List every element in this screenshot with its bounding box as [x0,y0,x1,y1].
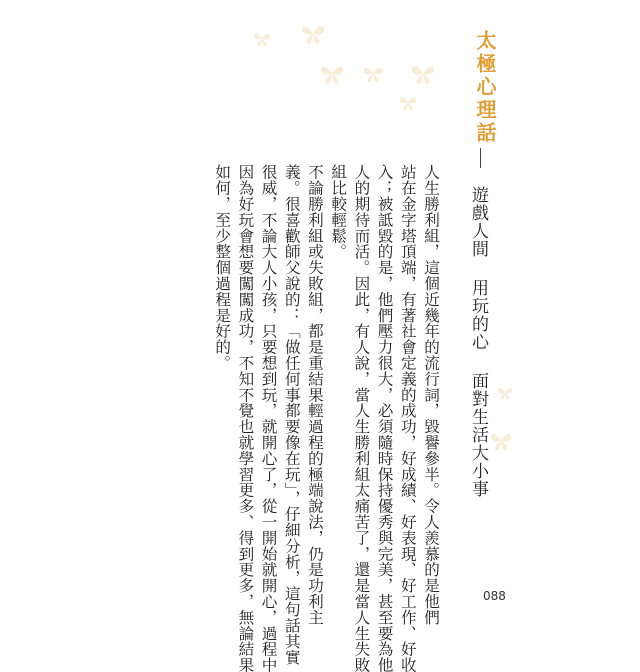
body-text [199,148,442,672]
butterfly-icon [362,64,384,84]
text-line: 組比較輕鬆。 [329,163,348,259]
paragraph-1 [326,148,442,672]
butterfly-icon [318,62,346,86]
text-line: 人的期待而活。因此，有人說，當人生勝利組太痛苦了，還是當人生失敗 [352,163,371,672]
paragraph-2 [210,148,326,672]
text-line: 因為好玩會想要闖闖成功，不知不覺也就學習更多、得到更多，無論結果 [236,163,255,672]
series-title: 太極心理話 [473,30,497,145]
text-line: 義。很喜歡師父說的：「做任何事都要像在玩」，仔細分析，這句話其實 [282,163,301,665]
butterfly-icon [252,30,272,48]
butterfly-icon [300,22,326,46]
butterfly-icon [489,430,513,452]
text-line: 如何，至少整個過程是好的。 [213,163,232,371]
text-line: 很威，不論大人小孩，只要想到玩，就開心了，從一開始就開心，過程中 [259,163,278,672]
butterfly-icon [496,385,514,401]
butterfly-icon [398,94,418,112]
text-line: 入；被詆毀的是，他們壓力很大，必須隨時保持優秀與完美，甚至要為他 [375,163,394,672]
chapter-title: 遊戲人間 用玩的心 面對生活大小事 [468,186,488,498]
text-line: 不論勝利組或失敗組，都是重結果輕過程的極端說法，仍是功利主 [305,163,324,625]
butterfly-icon [410,62,436,86]
text-line: 人生勝利組，這個近幾年的流行詞，毀譽參半。令人羨慕的是他們 [422,163,440,625]
page-number: 088 [483,589,506,603]
text-line: 站在金字塔頂端，有著社會定義的成功，好成績、好表現、好工作、好收 [398,163,417,672]
title-divider [480,148,481,168]
